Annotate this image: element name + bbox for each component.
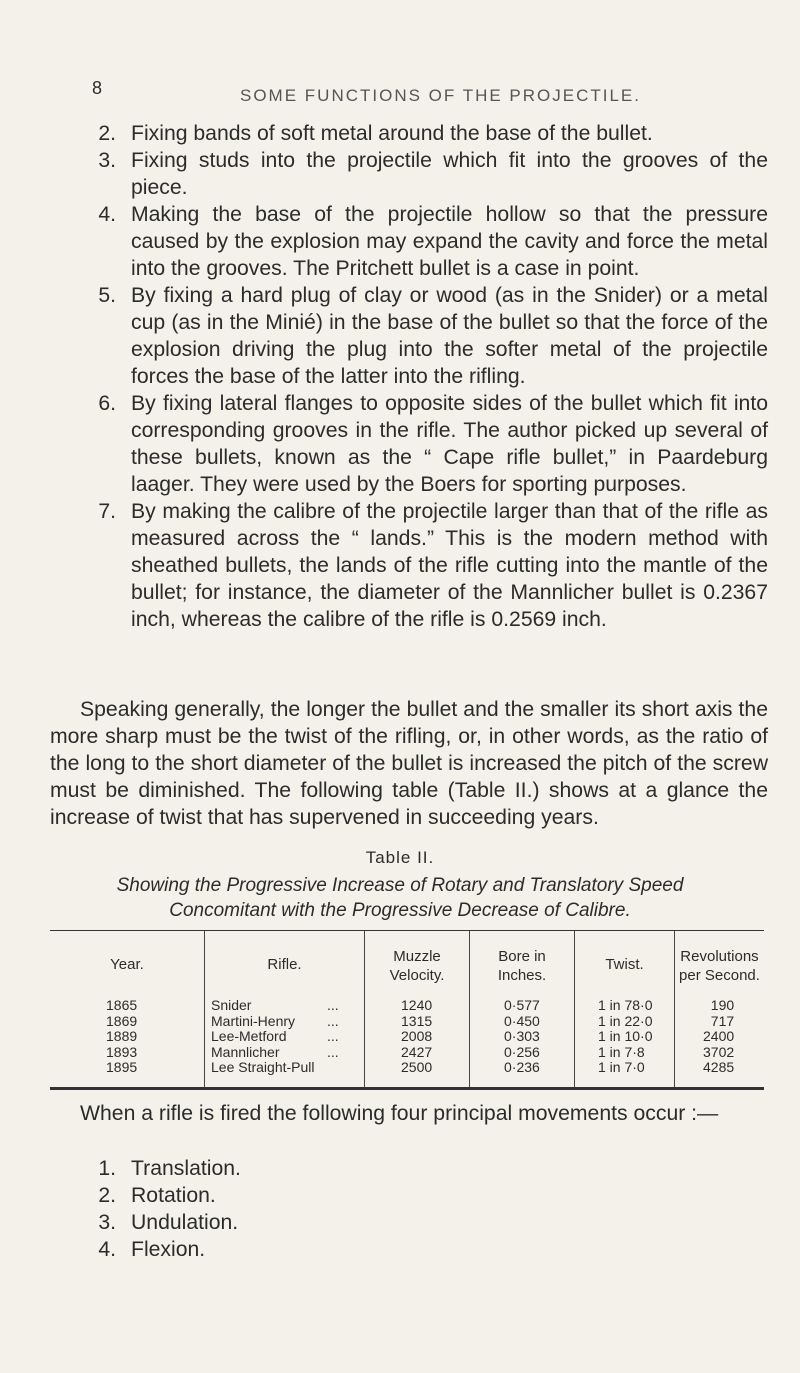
header-twist: Twist. [605, 956, 644, 973]
body-paragraph: Speaking generally, the longer the bullet and the smaller its short axis the more sharp must be the twist of the rifling, or, in other words, as the ratio of the long to the short diameter of the bullet is increased the pitch of the screw must be diminished. The following table (Table II.) shows at a glance the increase of twist that has supervened in succeeding years. [50, 698, 768, 829]
column-rifle [205, 931, 365, 1087]
running-head: SOME FUNCTIONS OF THE PROJECTILE. [240, 86, 641, 105]
cell-velocities: 1240 1315 2008 2427 2500 [401, 997, 433, 1075]
table-caption-line2: Concomitant with the Progressive Decrease of Calibre. [169, 900, 631, 921]
list-item-number: 7. [98, 500, 116, 523]
cell-rifles: Snider Martini-Henry Lee-Metford Mannlicher Lee Straight-Pull [211, 997, 315, 1075]
list-item-number: 3. [98, 1211, 116, 1234]
list-item-text: By making the calibre of the projectile larger than that of the rifle as measured across the “ lands.” This is the modern method with sheathed bullets, the lands of the rifle cutting into the mantle of the bullet; for instance, the diameter of the Mannlicher bullet is 0.2367 inch, whereas the calibre of the rifle is 0.2569 inch. [131, 500, 768, 631]
header-bore-2: Inches. [497, 967, 547, 984]
header-rifle: Rifle. [267, 956, 302, 973]
table-label: Table II. [365, 848, 435, 867]
list-item [68, 1155, 241, 1182]
table-caption-line1: Showing the Progressive Increase of Rotary and Translatory Speed [116, 875, 684, 896]
column-velocity [365, 931, 470, 1087]
list-item [68, 147, 768, 201]
list-item [68, 1182, 241, 1209]
list-item [68, 120, 768, 147]
list-item-number: 6. [98, 392, 116, 415]
header-revolutions-2: per Second. [679, 967, 760, 984]
list-item-text: Making the base of the projectile hollow so that the pressure caused by the explosion may expand the cavity and force the metal into the grooves. The Pritchett bullet is a case in point. [131, 203, 768, 280]
body-paragraph-2: When a rifle is fired the following four principal movements occur :— [80, 1102, 719, 1125]
list-item [68, 282, 768, 390]
column-bore [470, 931, 575, 1087]
cell-rifle-dots: ... ... ... ... [327, 997, 339, 1060]
list-item-text: Flexion. [131, 1238, 206, 1261]
column-revolutions [675, 931, 764, 1087]
movements-list [68, 1155, 241, 1263]
list-item [68, 390, 768, 498]
methods-list [68, 120, 768, 633]
column-year [50, 931, 205, 1087]
list-item-number: 5. [98, 284, 116, 307]
data-table [50, 930, 764, 1090]
list-item-text: By fixing lateral flanges to opposite sides of the bullet which fit into corresponding grooves in the rifle. The author picked up several of these bullets, known as the “ Cape rifle bullet,” in Paardeburg laager. They were used by the Boers for sporting purposes. [131, 392, 768, 496]
column-twist [575, 931, 675, 1087]
header-revolutions-1: Revolutions [680, 948, 759, 965]
cell-twists: 1 in 78·0 1 in 22·0 1 in 10·0 1 in 7·8 1 in 7·0 [598, 997, 653, 1075]
list-item-text: By fixing a hard plug of clay or wood (as in the Snider) or a metal cup (as in the Minié) in the base of the bullet so that the force of the explosion driving the plug into the softer metal of the projectile forces the base of the latter into the rifling. [131, 284, 768, 388]
cell-years: 1865 1869 1889 1893 1895 [106, 997, 138, 1075]
list-item-text: Rotation. [131, 1184, 216, 1207]
list-item [68, 1209, 241, 1236]
list-item [68, 498, 768, 633]
list-item-text: Fixing bands of soft metal around the base of the bullet. [131, 122, 653, 145]
header-velocity-2: Velocity. [389, 967, 445, 984]
header-bore-1: Bore in [498, 948, 546, 965]
header-year: Year. [110, 956, 144, 973]
header-velocity-1: Muzzle [393, 948, 441, 965]
list-item [68, 201, 768, 282]
list-item-text: Undulation. [131, 1211, 239, 1234]
cell-revolutions: 190 717 2400 3702 4285 [703, 997, 735, 1075]
list-item-number: 2. [98, 1184, 116, 1207]
list-item-text: Translation. [131, 1157, 241, 1180]
list-item-text: Fixing studs into the projectile which fit into the grooves of the piece. [131, 149, 768, 199]
list-item-number: 4. [98, 1238, 116, 1261]
cell-bores: 0·577 0·450 0·303 0·256 0·236 [504, 997, 540, 1075]
list-item [68, 1236, 241, 1263]
list-item-number: 2. [98, 122, 116, 145]
list-item-number: 3. [98, 149, 116, 172]
page-number: 8 [92, 78, 103, 98]
list-item-number: 4. [98, 203, 116, 226]
list-item-number: 1. [98, 1157, 116, 1180]
